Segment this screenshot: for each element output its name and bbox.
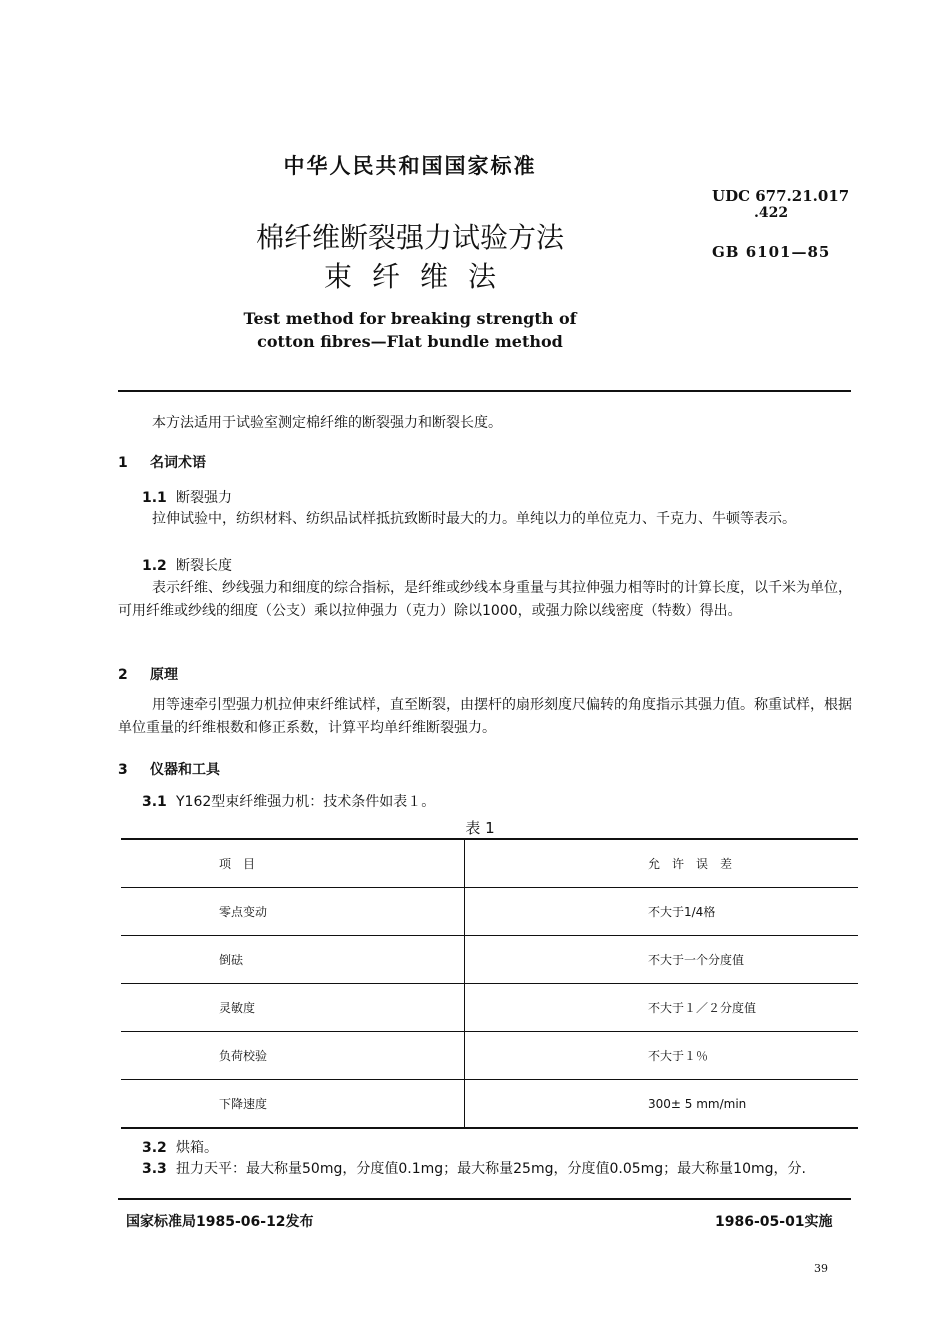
- section-3-3: [142, 1158, 806, 1178]
- table-1-caption: 表 1: [465, 819, 495, 837]
- section-1-2-heading: [142, 555, 232, 575]
- table-header-tolerance: 允 许 误 差: [465, 839, 859, 888]
- section-3-1: [142, 791, 435, 811]
- national-standard-heading: 中华人民共和国国家标准: [283, 154, 537, 178]
- table-1: [121, 838, 858, 1129]
- table-row: [121, 1032, 858, 1080]
- udc-line-1: UDC 677.21.017: [712, 187, 850, 205]
- section-1-1-title: 断裂强力: [176, 490, 232, 506]
- table-header-row: [121, 839, 858, 888]
- section-3-2-text: 烘箱。: [176, 1140, 218, 1156]
- table-header-item: 项 目: [121, 839, 465, 888]
- udc-line-2: .422: [754, 205, 789, 221]
- table-cell-item: 负荷校验: [121, 1032, 465, 1080]
- table-cell-item: 零点变动: [121, 888, 465, 936]
- section-1-2-number: 1.2: [142, 558, 167, 574]
- section-1-number: 1: [118, 455, 128, 471]
- effective-date: 1986-05-01实施: [715, 1214, 833, 1230]
- header-divider: [118, 390, 851, 392]
- section-2-number: 2: [118, 667, 128, 683]
- table-row: [121, 888, 858, 936]
- title-en: [0, 307, 820, 353]
- table-cell-item: 倒砝: [121, 936, 465, 984]
- table-cell-tolerance: 不大于1/4格: [465, 888, 859, 936]
- section-3-heading: [118, 759, 220, 779]
- section-1-1-number: 1.1: [142, 490, 167, 506]
- section-3-number: 3: [118, 762, 128, 778]
- table-cell-item: 下降速度: [121, 1080, 465, 1129]
- title-cn-line-2: 束纤维法: [323, 260, 516, 293]
- section-2-title: 原理: [150, 667, 178, 683]
- section-2-text: 用等速牵引型强力机拉伸束纤维试样，直至断裂，由摆杆的扇形刻度尺偏转的角度指示其强力值。称重试样，根据单位重量的纤维根数和修正系数，计算平均单纤维断裂强力。: [118, 697, 852, 736]
- intro-paragraph: 本方法适用于试验室测定棉纤维的断裂强力和断裂长度。: [152, 415, 502, 431]
- title-cn-line-1: 棉纤维断裂强力试验方法: [255, 221, 564, 254]
- table-cell-tolerance: 不大于一个分度值: [465, 936, 859, 984]
- table-row: [121, 936, 858, 984]
- footer-divider: [118, 1198, 851, 1200]
- section-3-2-number: 3.2: [142, 1140, 167, 1156]
- section-1-1-heading: [142, 487, 232, 507]
- table-row: [121, 984, 858, 1032]
- issue-date: 国家标准局1985-06-12发布: [126, 1214, 314, 1230]
- section-1-heading: [118, 452, 206, 472]
- gb-code: GB 6101—85: [712, 243, 831, 261]
- section-1-2-title: 断裂长度: [176, 558, 232, 574]
- section-1-1-text: 拉伸试验中，纺织材料、纺织品试样抵抗致断时最大的力。单纯以力的单位克力、千克力、牛顿等表示。: [152, 511, 796, 527]
- section-3-3-text: 扭力天平：最大称量50mg，分度值0.1mg；最大称量25mg，分度值0.05mg；最大称量10mg，分.: [176, 1161, 806, 1177]
- section-3-title: 仪器和工具: [150, 762, 220, 778]
- table-cell-tolerance: 300± 5 mm/min: [465, 1080, 859, 1129]
- table-cell-tolerance: 不大于１％: [465, 1032, 859, 1080]
- section-3-1-number: 3.1: [142, 794, 167, 810]
- table-cell-tolerance: 不大于１／２分度值: [465, 984, 859, 1032]
- section-3-1-text: Y162型束纤维强力机：技术条件如表１。: [176, 794, 436, 810]
- section-1-2-text: 表示纤维、纱线强力和细度的综合指标，是纤维或纱线本身重量与其拉伸强力相等时的计算长度，以千米为单位，可用纤维或纱线的细度（公支）乘以拉伸强力（克力）除以1000，或强力除以线密度（特数）得出。: [118, 580, 852, 619]
- section-2-heading: [118, 664, 178, 684]
- section-1-title: 名词术语: [150, 455, 206, 471]
- page-number: 39: [814, 1262, 828, 1275]
- section-3-3-number: 3.3: [142, 1161, 167, 1177]
- table-row: [121, 1080, 858, 1129]
- title-en-line-2: cotton fibres—Flat bundle method: [257, 332, 563, 351]
- section-3-2: [142, 1137, 218, 1157]
- table-cell-item: 灵敏度: [121, 984, 465, 1032]
- title-en-line-1: Test method for breaking strength of: [243, 309, 577, 328]
